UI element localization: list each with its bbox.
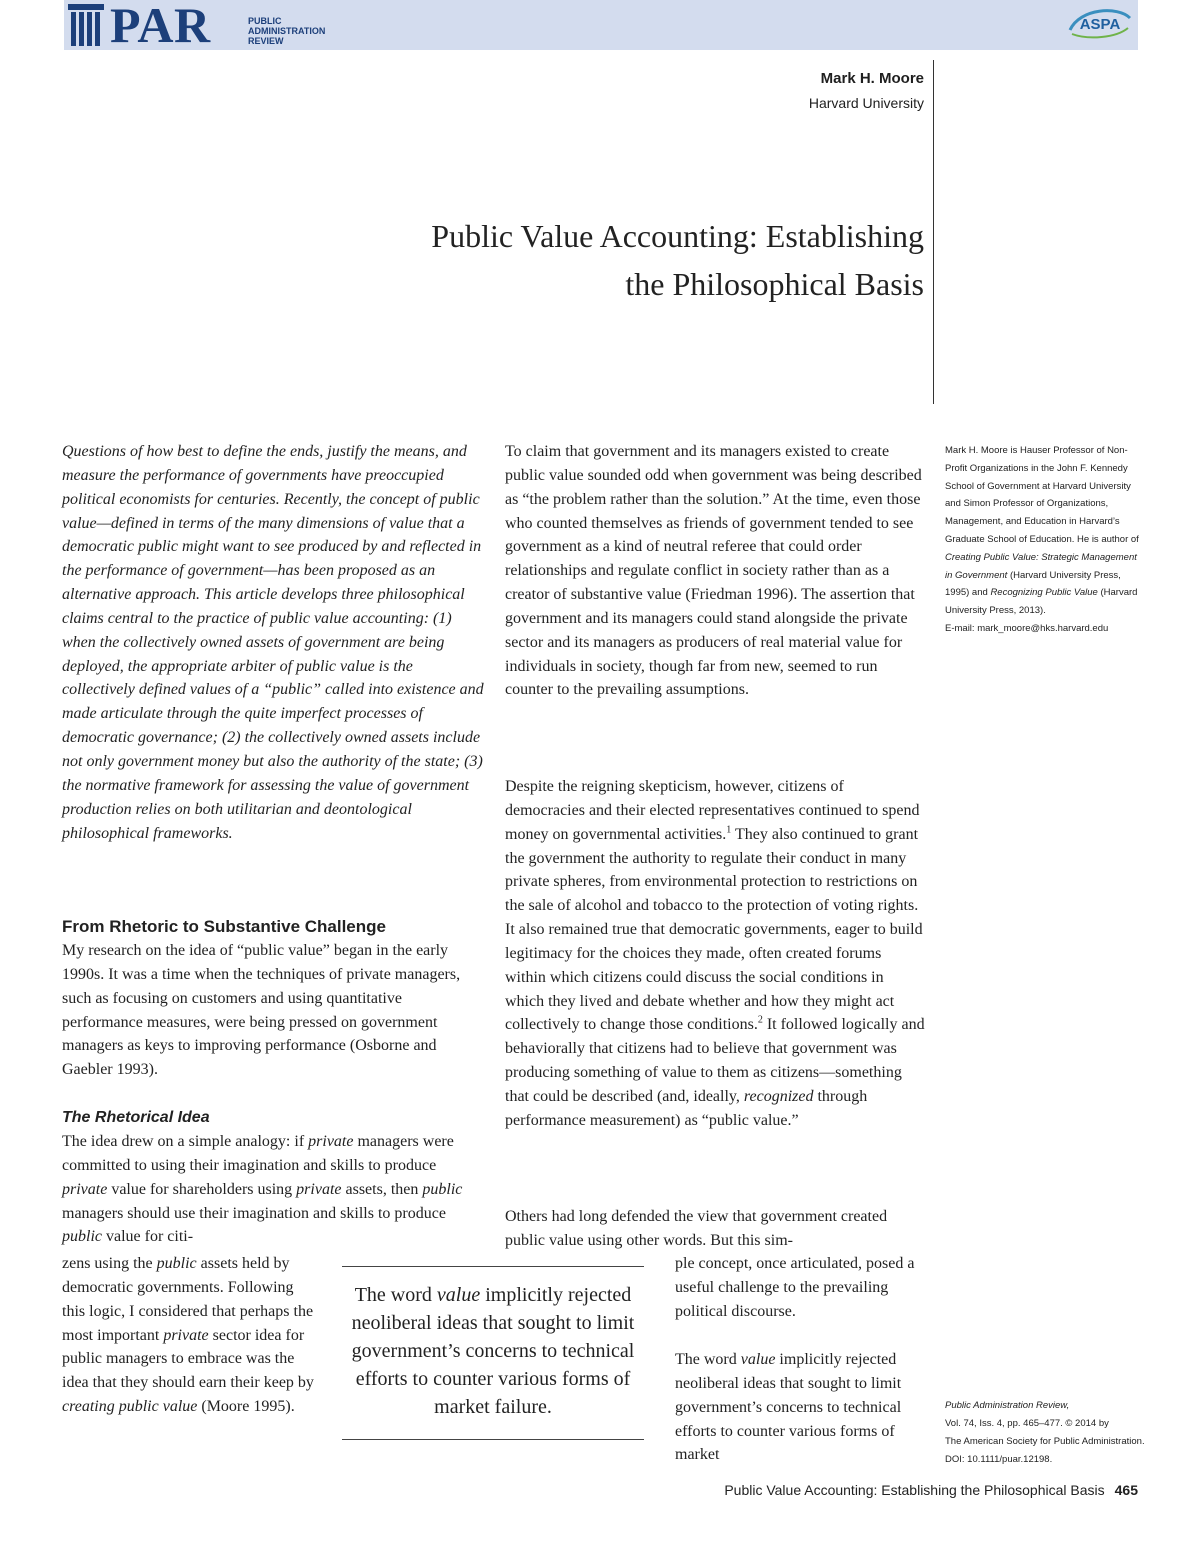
page-number: 465 [1114, 1482, 1138, 1498]
page-footer [724, 1482, 1138, 1498]
right-paragraph-3-continued: ple concept, once articulated, posed a useful challenge to the prevailing political discourse. [675, 1255, 915, 1320]
abstract: Questions of how best to define the ends, justify the means, and measure the performance of governments have preoccupied political economists for centuries. Recently, the concept of public value—defined in terms of the many dimensions of value that a democratic public might want to see produced by and reflected in the performance of government—has been proposed as an alternative approach. This article develops three philosophical claims central to the practice of public value accounting: (1) when the collectively owned assets of government are being deployed, the appropriate arbiter of public value is the collectively defined values of a “public” called into existence and made articulate through the quite imperfect processes of democratic governance; (2) the collectively owned assets include not only government money but also the authority of the state; (3) the normative framework for assessing the value of government production relies on both utilitarian and deontological philosophical frameworks. [62, 443, 484, 842]
author-bio: Mark H. Moore is Hauser Professor of Non-Profit Organizations in the John F. Kennedy School of Government at Harvard University and Simon Professor of Organizations, Management, and Education in Harvard’s Graduate School of Education. He is author of Creating Public Value: Strategic Management in Government (Harvard University Press, 1995) and Recognizing Public Value (Harvard University Press, 2013). E-mail: mark_moore@hks.harvard.edu [945, 445, 1139, 634]
par-subtitle: PUBLIC ADMINISTRATION REVIEW [248, 16, 326, 46]
aspa-logo-text: ASPA [1079, 16, 1121, 33]
pull-quote: The word value implicitly rejected neoliberal ideas that sought to limit government’s concerns to technical efforts to counter various forms of market failure. [342, 1266, 644, 1440]
aspa-logo [1066, 4, 1134, 44]
author-divider [933, 60, 934, 404]
title-line-2: the Philosophical Basis [625, 266, 924, 302]
right-paragraph-4: The word value implicitly rejected neoliberal ideas that sought to limit government’s concerns to technical efforts to counter various forms of market [675, 1351, 902, 1464]
author-name: Mark H. Moore [820, 70, 924, 87]
author-affiliation: Harvard University [808, 95, 924, 111]
footnote-ref: 1 [726, 824, 732, 836]
author-email[interactable]: E-mail: mark_moore@hks.harvard.edu [945, 622, 1109, 634]
running-title: Public Value Accounting: Establishing the Philosophical Basis [724, 1482, 1105, 1498]
right-paragraph-3: Others had long defended the view that government created public value using other words. But this sim- [505, 1208, 888, 1249]
par-logo [66, 0, 366, 53]
section-paragraph: My research on the idea of “public value” began in the early 1990s. It was a time when the techniques of private managers, such as focusing on customers and using quantitative performance measures, were being pressed on government managers as keys to improving performance (Osborne and Gaebler 1993). [62, 942, 461, 1079]
left-column-wrap-text: zens using the public assets held by democratic governments. Following this logic, I considered that perhaps the most important private sector idea for public managers to embrace was the idea that they should earn their keep by creating public value (Moore 1995). [62, 1255, 314, 1416]
citation: Public Administration Review, Vol. 74, Iss. 4, pp. 465–477. © 2014 by The American Society for Public Administration. DOI: 10.1111/puar.12198. [945, 1397, 1145, 1469]
right-paragraph-2: Despite the reigning skepticism, however, citizens of democracies and their elected representatives continued to spend money on governmental activities.$^1$ They also continued to grant the government the authority to regulate their conduct in many private spheres, from environmental protection to restrictions on the sale of alcohol and tobacco to the protection of voting rights. It also remained true that democratic governments, eager to build legitimacy for the choices they made, often created forums within which citizens could discuss the social conditions in which they lived and debate whether and how they might act collectively to change those conditions.$^2$ It followed logically and behaviorally that citizens had to believe that government was producing something of value to them as citizens—something that could be described (and, ideally, recognized through performance measurement) as “public value.” [505, 778, 925, 1129]
left-column-body [62, 915, 484, 1249]
footnote-ref: 2 [757, 1015, 763, 1027]
section-heading: From Rhetoric to Substantive Challenge [62, 917, 386, 936]
subsection-heading: The Rhetorical Idea [62, 1109, 210, 1127]
title-line-1: Public Value Accounting: Establishing [431, 218, 924, 254]
doi[interactable]: DOI: 10.1111/puar.12198. [945, 1454, 1053, 1465]
rhetorical-paragraph: The idea drew on a simple analogy: if private managers were committed to using their imagination and skills to produce private value for shareholders using private assets, then public managers should use their imagination and skills to produce public value for citi- [62, 1133, 463, 1246]
article-title [304, 212, 924, 308]
par-wordmark: PAR [110, 0, 211, 53]
right-paragraph-1: To claim that government and its managers existed to create public value sounded odd when government was being described as “the problem rather than the solution.” At the time, even those who counted themselves as friends of government tended to see government as a kind of neutral referee that could order relationships and regulate conflict in society rather than as a creator of substantive value (Friedman 1996). The assertion that government and its managers could stand alongside the private sector and its managers as producers of real material value for individuals in society, though far from new, seemed to run counter to the prevailing assumptions. [505, 443, 922, 699]
column-icon [66, 2, 106, 50]
